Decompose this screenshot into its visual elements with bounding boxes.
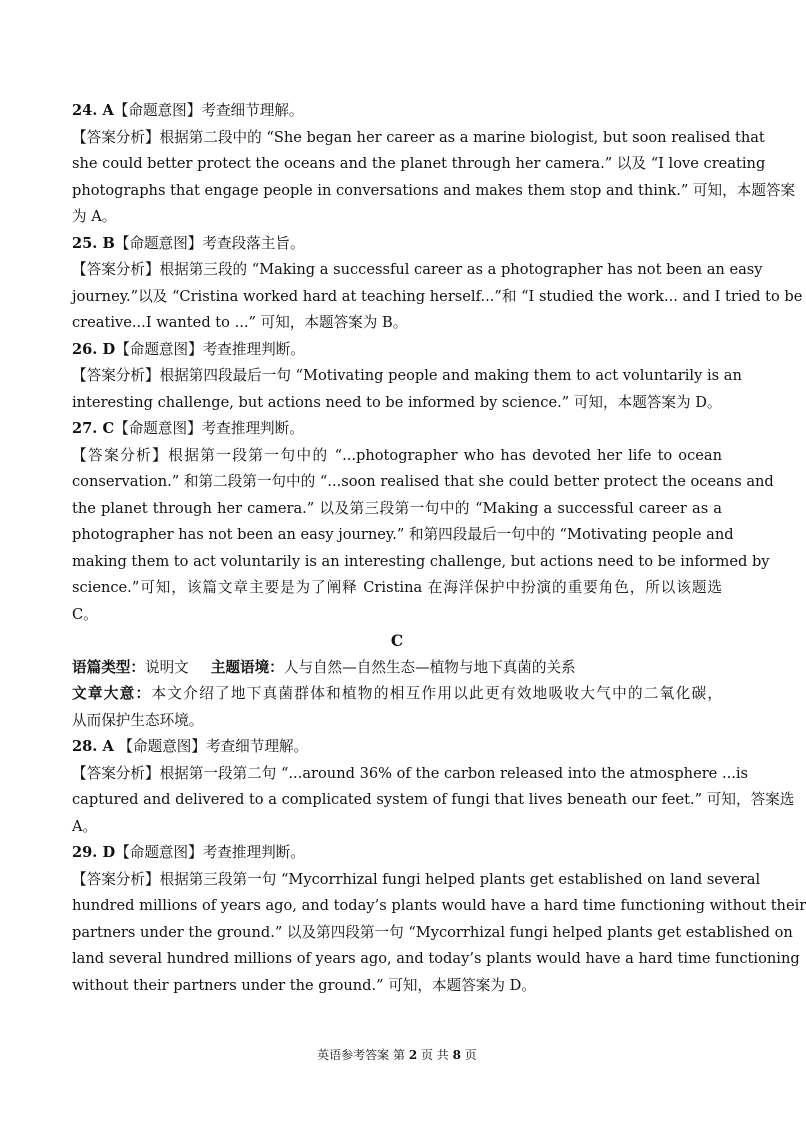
- answer-line: conservation.” 和第二段第一句中的 “...soon realised that she could better protect the oceans and: [72, 473, 774, 490]
- theme-label: 主题语境：: [210, 658, 284, 676]
- question-number: 27. C: [72, 420, 115, 437]
- answer-line: A。: [72, 817, 98, 835]
- text-type-value: 说明文: [144, 658, 189, 676]
- answer-line: land several hundred millions of years ago, and today’s plants would have a hard time functioning: [72, 950, 800, 967]
- answer-line: she could better protect the oceans and the planet through her camera.” 以及 “I love creating: [72, 155, 766, 172]
- question-26-header: [72, 337, 722, 364]
- answer-line: 【答案分析】根据第一段第二句 “...around 36% of the carbon released into the atmosphere ...is: [72, 764, 749, 782]
- section-meta: [72, 655, 722, 682]
- question-intent: 【命题意图】考查段落主旨。: [114, 234, 305, 252]
- question-24-header: [72, 98, 722, 125]
- answer-line: 为 A。: [72, 208, 117, 225]
- text-type-label: 语篇类型：: [72, 658, 145, 676]
- answer-line: without their partners under the ground.” 可知，本题答案为 D。: [72, 976, 536, 994]
- question-28-header: [72, 734, 722, 761]
- footer-prefix: 英语参考答案 第: [317, 1048, 409, 1062]
- answer-line: interesting challenge, but actions need to be informed by science.” 可知，本题答案为 D。: [72, 393, 722, 411]
- answer-line: 【答案分析】根据第三段的 “Making a successful career as a photographer has not been an easy: [72, 261, 763, 278]
- answer-line: partners under the ground.” 以及第四段第一句 “Mycorrhizal fungi helped plants get established on: [72, 923, 793, 941]
- answer-line: 【答案分析】根据第四段最后一句 “Motivating people and making them to act voluntarily is an: [72, 367, 742, 384]
- answer-line: 【答案分析】根据第二段中的 “She began her career as a marine biologist, but soon realised that: [72, 128, 765, 146]
- answer-line: photographs that engage people in conversations and makes them stop and think.” 可知，本题答案: [72, 181, 796, 199]
- question-intent: 【命题意图】考查细节理解。: [113, 738, 309, 755]
- answer-line: science.”可知，该篇文章主要是为了阐释 Cristina 在海洋保护中扮演的重要角色，所以该题选: [72, 579, 722, 596]
- answer-line: 【答案分析】根据第三段第一句 “Mycorrhizal fungi helped plants get established on land several: [72, 870, 761, 888]
- question-29-header: [72, 840, 722, 867]
- theme-value: 人与自然—自然生态—植物与地下真菌的关系: [283, 658, 576, 676]
- question-number: 28. A: [72, 738, 114, 755]
- summary-line: [72, 681, 722, 708]
- answer-line: journey.”以及 “Cristina worked hard at teaching herself...”和 “I studied the work... and I tried to be: [72, 287, 803, 305]
- answer-line: creative...I wanted to ...” 可知，本题答案为 B。: [72, 314, 408, 331]
- answer-line: captured and delivered to a complicated system of fungi that lives beneath our feet.” 可知，答案选: [72, 791, 795, 808]
- answer-line: hundred millions of years ago, and today’s plants would have a hard time functioning without their: [72, 897, 806, 914]
- question-number: 25. B: [72, 234, 115, 252]
- footer-suffix: 页: [460, 1048, 477, 1062]
- summary-text: 本文介绍了地下真菌群体和植物的相互作用以此更有效地吸收大气中的二氧化碳，: [151, 685, 722, 702]
- footer-page-number: 2: [408, 1048, 418, 1062]
- answer-line: 【答案分析】根据第一段第一句中的 “...photographer who has devoted her life to ocean: [72, 446, 722, 464]
- question-number: 29. D: [72, 844, 116, 861]
- question-intent: 【命题意图】考查推理判断。: [114, 420, 304, 437]
- question-intent: 【命题意图】考查推理判断。: [115, 340, 305, 358]
- answer-line: photographer has not been an easy journey.” 和第四段最后一句中的 “Motivating people and: [72, 526, 734, 543]
- question-number: 26. D: [72, 340, 116, 358]
- question-intent: 【命题意图】考查推理判断。: [115, 844, 305, 861]
- page-footer: [0, 1047, 794, 1063]
- summary-label: 文章大意：: [72, 685, 152, 702]
- question-number: 24. A: [72, 102, 114, 119]
- section-heading: C: [390, 631, 404, 650]
- answer-line: C。: [72, 605, 98, 623]
- footer-mid: 页 共: [417, 1048, 453, 1062]
- footer-total-pages: 8: [452, 1048, 461, 1062]
- question-27-header: [72, 416, 722, 443]
- summary-line: 从而保护生态环境。: [72, 711, 204, 729]
- question-intent: 【命题意图】考查细节理解。: [113, 102, 304, 119]
- answer-line: making them to act voluntarily is an interesting challenge, but actions need to be informed by: [72, 552, 770, 570]
- answer-page: [72, 98, 806, 999]
- question-25-header: [72, 231, 722, 258]
- answer-line: the planet through her camera.” 以及第三段第一句中的 “Making a successful career as a: [72, 499, 722, 517]
